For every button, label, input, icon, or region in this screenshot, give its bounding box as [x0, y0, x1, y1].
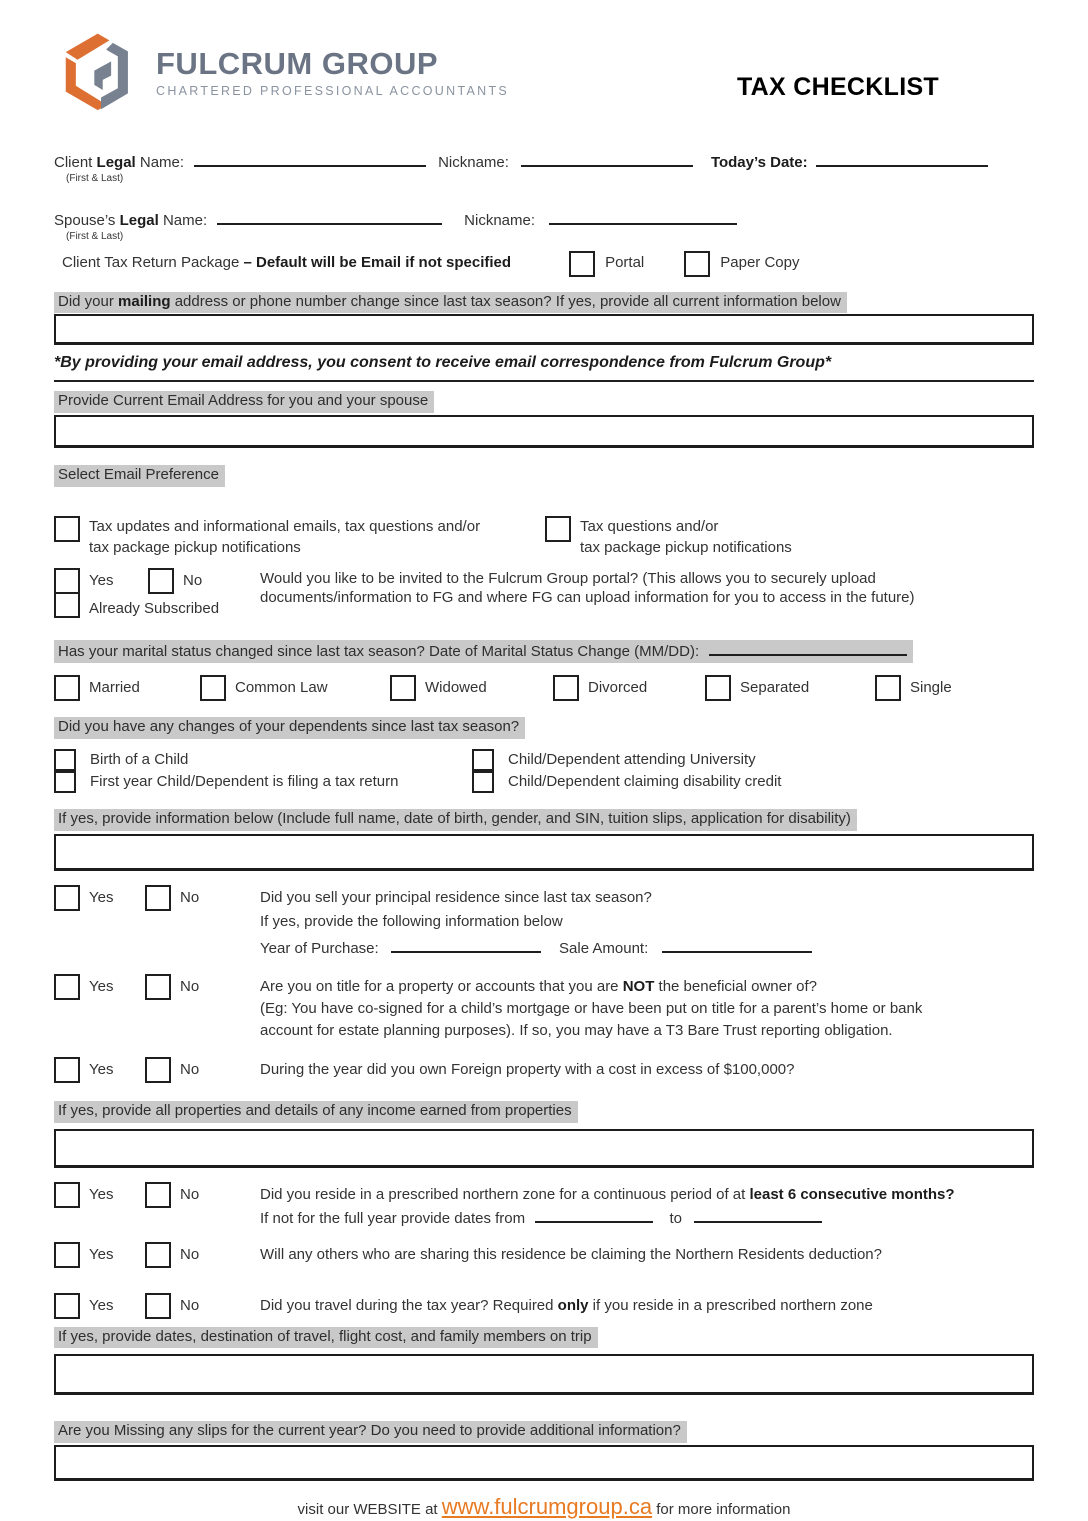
bare-trust-yes-label: Yes: [89, 978, 114, 995]
northern-dates-row: If not for the full year provide dates from to: [260, 1208, 1034, 1229]
northern-yes-label: Yes: [89, 1186, 114, 1203]
residence-yes-label: Yes: [89, 888, 114, 906]
northern-no-checkbox[interactable]: [145, 1182, 171, 1208]
foreign-question: During the year did you own Foreign property with a cost in excess of $100,000?: [260, 1061, 795, 1079]
client-nickname-line[interactable]: [521, 152, 693, 167]
bare-trust-question: Are you on title for a property or accounts that you are NOT the beneficial owner of?: [260, 978, 817, 995]
spouse-first-last-note: (First & Last): [66, 230, 124, 242]
pref-updates-label: Tax updates and informational emails, tax questions and/or tax package pickup notifications: [89, 517, 481, 556]
pref-option-questions: [545, 516, 792, 558]
portal-package-label: Portal: [605, 254, 645, 272]
northern-zone-row: [54, 1182, 1034, 1229]
spouse-legal-name-label: Spouse’s Legal Name: (First & Last): [54, 211, 208, 242]
travel-yes-label: Yes: [89, 1296, 114, 1314]
client-nickname-label: Nickname:: [438, 154, 509, 171]
dependents-info-input[interactable]: [54, 834, 1034, 871]
northern-question-block: [260, 1182, 1034, 1229]
year-of-purchase-line[interactable]: [391, 938, 541, 953]
bare-trust-no-label: No: [180, 978, 200, 995]
single-checkbox[interactable]: [875, 675, 901, 701]
email-consent-note: *By providing your email address, you consent to receive email correspondence from Fulcrum Group*: [54, 353, 1034, 382]
sharing-yes-label: Yes: [89, 1245, 114, 1263]
attending-university-label: Child/Dependent attending University: [508, 751, 756, 768]
marital-date-line[interactable]: [709, 641, 907, 656]
marital-option-common-law: Common Law: [200, 675, 390, 701]
residence-yes-checkbox[interactable]: [54, 885, 80, 911]
missing-slips-input[interactable]: [54, 1445, 1034, 1481]
northern-yes-checkbox[interactable]: [54, 1182, 80, 1208]
pref-questions-checkbox[interactable]: [545, 516, 571, 542]
residence-question: Did you sell your principal residence since last tax season?: [260, 888, 652, 906]
dependents-options: [54, 749, 1034, 793]
disability-credit-label: Child/Dependent claiming disability credit: [508, 773, 782, 790]
paper-copy-label: Paper Copy: [720, 254, 800, 272]
foreign-yes-label: Yes: [89, 1061, 114, 1079]
travel-no-checkbox[interactable]: [145, 1293, 171, 1319]
sharing-no-checkbox[interactable]: [145, 1242, 171, 1268]
travel-row: [54, 1293, 1034, 1319]
email-pref-label: Select Email Preference: [54, 465, 225, 487]
sharing-question: Will any others who are sharing this residence be claiming the Northern Residents deduction?: [260, 1245, 882, 1263]
sale-amount-label: Sale Amount:: [559, 940, 649, 958]
first-year-filing-checkbox[interactable]: [54, 771, 76, 793]
marital-question-bar: [54, 640, 1034, 664]
widowed-checkbox[interactable]: [390, 675, 416, 701]
residence-sub: If yes, provide the following information below: [260, 912, 563, 930]
sale-amount-line[interactable]: [662, 938, 812, 953]
website-link[interactable]: www.fulcrumgroup.ca: [441, 1494, 653, 1519]
common-law-checkbox[interactable]: [200, 675, 226, 701]
fulcrum-logo: [54, 30, 509, 118]
missing-slips-bar: [54, 1421, 1034, 1443]
dependents-info-bar: [54, 809, 1034, 831]
foreign-no-label: No: [180, 1061, 200, 1079]
travel-info-bar: [54, 1327, 1034, 1349]
pref-updates-checkbox[interactable]: [54, 516, 80, 542]
missing-slips-question: Are you Missing any slips for the current year? Do you need to provide additional information?: [54, 1421, 687, 1443]
portal-yes-label: Yes: [89, 571, 114, 589]
marital-option-separated: Separated: [705, 675, 875, 701]
page-title: TAX CHECKLIST: [736, 73, 939, 101]
email-address-input[interactable]: [54, 415, 1034, 448]
dependents-question: Did you have any changes of your dependents since last tax season?: [54, 717, 525, 739]
foreign-yes-checkbox[interactable]: [54, 1057, 80, 1083]
brand-tagline: CHARTERED PROFESSIONAL ACCOUNTANTS: [156, 84, 510, 99]
package-label: Client Tax Return Package – Default will be Email if not specified: [62, 254, 512, 272]
northern-no-label: No: [180, 1186, 200, 1203]
footer-pre: visit our WEBSITE at: [297, 1501, 442, 1518]
email-pref-options: [54, 516, 1034, 558]
travel-question: Did you travel during the tax year? Required only if you reside in a prescribed northern zone: [260, 1296, 873, 1314]
pref-questions-label: Tax questions and/or tax package pickup notifications: [580, 517, 792, 556]
portal-already-label: Already Subscribed: [89, 599, 220, 617]
travel-yes-checkbox[interactable]: [54, 1293, 80, 1319]
bare-trust-no-checkbox[interactable]: [145, 974, 171, 1000]
spouse-nickname-line[interactable]: [549, 210, 737, 225]
spouse-nickname-label: Nickname:: [464, 211, 536, 229]
northern-date-to-line[interactable]: [694, 1208, 822, 1223]
portal-package-checkbox[interactable]: [569, 251, 595, 277]
marital-option-single: Single: [875, 675, 952, 701]
marital-option-married: Married: [54, 675, 200, 701]
marital-options: [54, 675, 1034, 701]
travel-info-label: If yes, provide dates, destination of travel, flight cost, and family members on trip: [54, 1327, 598, 1349]
married-checkbox[interactable]: [54, 675, 80, 701]
fulcrum-logo-icon: [54, 30, 138, 118]
footer-post: for more information: [652, 1501, 791, 1518]
residence-question-block: [260, 885, 1034, 959]
email-pref-bar: [54, 465, 1034, 487]
foreign-info-input[interactable]: [54, 1129, 1034, 1168]
marital-option-widowed: Widowed: [390, 675, 553, 701]
bare-trust-row: [54, 974, 1034, 1040]
portal-question: Would you like to be invited to the Fulcrum Group portal? (This allows you to securely upload documents/information to FG and where FG can upload information for you to access in the future): [260, 569, 915, 606]
mailing-change-input[interactable]: [54, 314, 1034, 345]
sharing-no-label: No: [180, 1245, 200, 1263]
brand-name: FULCRUM GROUP: [156, 45, 439, 81]
mailing-question: Did your mailing address or phone number change since last tax season? If yes, provide all current information below: [54, 292, 847, 314]
dependents-question-bar: [54, 717, 1034, 739]
paper-copy-checkbox[interactable]: [684, 251, 710, 277]
bare-trust-eg-line2: account for estate planning purposes). If so, you may have a T3 Bare Trust reporting obligation.: [260, 1021, 893, 1039]
todays-date-label: Today’s Date:: [710, 154, 808, 171]
foreign-info-label: If yes, provide all properties and details of any income earned from properties: [54, 1101, 578, 1123]
footer: [54, 1493, 1034, 1521]
travel-info-input[interactable]: [54, 1354, 1034, 1395]
portal-yes-checkbox[interactable]: [54, 568, 80, 594]
foreign-no-checkbox[interactable]: [145, 1057, 171, 1083]
marital-option-divorced: Divorced: [553, 675, 705, 701]
northern-question: Did you reside in a prescribed northern zone for a continuous period of at least 6 consecutive months?: [260, 1186, 955, 1203]
client-first-last-note: (First & Last): [66, 172, 124, 184]
mailing-question-bar: [54, 292, 1034, 314]
package-row: [54, 251, 1034, 277]
client-name-row: [54, 152, 1034, 184]
todays-date-line[interactable]: [816, 152, 988, 167]
sharing-row: [54, 1242, 1034, 1268]
portal-already-checkbox[interactable]: [54, 592, 80, 618]
client-legal-name-line[interactable]: [194, 152, 426, 167]
portal-invite-row: [54, 568, 1034, 619]
residence-no-label: No: [180, 888, 200, 906]
portal-no-checkbox[interactable]: [148, 568, 174, 594]
attending-university-checkbox[interactable]: [472, 749, 494, 771]
header: [54, 30, 1034, 124]
foreign-property-row: [54, 1057, 1034, 1083]
residence-row: [54, 885, 1034, 959]
sharing-yes-checkbox[interactable]: [54, 1242, 80, 1268]
bare-trust-eg-line1: (Eg: You have co-signed for a child’s mortgage or have been put on title for a parent’s home or bank: [260, 999, 923, 1017]
disability-credit-checkbox[interactable]: [472, 771, 494, 793]
spouse-name-row: [54, 210, 1034, 242]
foreign-info-bar: [54, 1101, 1034, 1123]
email-prompt-bar: [54, 391, 1034, 413]
travel-no-label: No: [180, 1296, 200, 1314]
brand-text: [156, 45, 510, 100]
marital-question: Has your marital status changed since last tax season? Date of Marital Status Change (MM/DD):: [54, 640, 913, 664]
birth-child-label: Birth of a Child: [90, 751, 189, 768]
pref-option-updates: [54, 516, 545, 558]
northern-date-from-line[interactable]: [535, 1208, 653, 1223]
first-year-filing-label: First year Child/Dependent is filing a tax return: [90, 773, 399, 790]
portal-no-label: No: [183, 571, 203, 589]
residence-no-checkbox[interactable]: [145, 885, 171, 911]
email-prompt: Provide Current Email Address for you and your spouse: [54, 391, 434, 413]
residence-detail-row: [260, 938, 1034, 959]
divorced-checkbox[interactable]: [553, 675, 579, 701]
client-legal-name-label: Client Legal Name: (First & Last): [54, 154, 185, 184]
year-of-purchase-label: Year of Purchase:: [260, 940, 379, 958]
separated-checkbox[interactable]: [705, 675, 731, 701]
bare-trust-yes-checkbox[interactable]: [54, 974, 80, 1000]
spouse-legal-name-line[interactable]: [217, 210, 442, 225]
bare-trust-question-block: [260, 974, 1034, 1040]
dependents-info-label: If yes, provide information below (Include full name, date of birth, gender, and SIN, tuition slips, application for disability): [54, 809, 857, 831]
birth-child-checkbox[interactable]: [54, 749, 76, 771]
